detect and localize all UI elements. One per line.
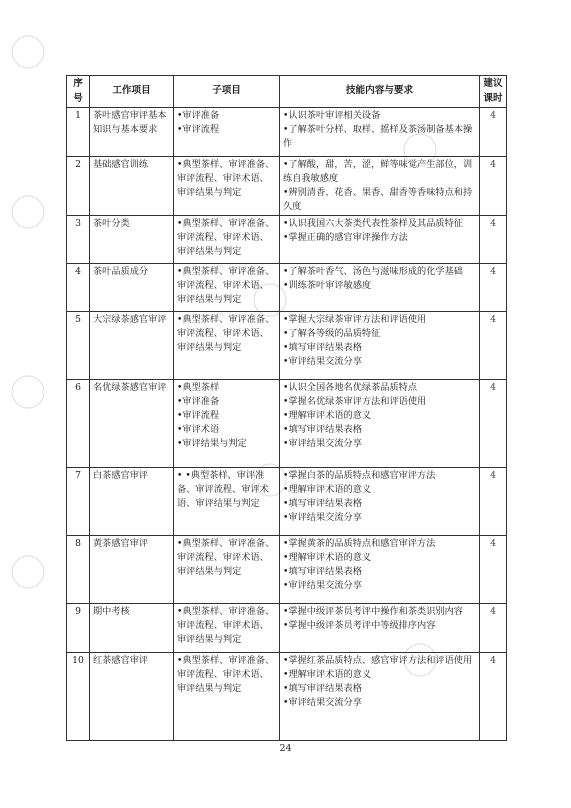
header-sub-item: 子项目 — [174, 76, 280, 108]
row-number: 10 — [67, 653, 90, 741]
work-item-cell: 红茶感官审评 — [90, 653, 174, 741]
skill-line: •理解审评术语的意义 — [283, 552, 372, 564]
skills-cell — [280, 468, 480, 536]
sub-item-cell — [174, 468, 280, 536]
sub-item-cell — [174, 380, 280, 468]
table-row — [67, 157, 507, 216]
row-number: 1 — [67, 108, 90, 157]
header-no: 序号 — [67, 76, 90, 108]
work-item-cell: 黄茶感官审评 — [90, 536, 174, 604]
sub-item-line: •审评流程 — [177, 410, 220, 422]
table-row — [67, 216, 507, 264]
sub-item-line: •典型茶样、审评准备、审评流程、审评术语、审评结果与判定 — [177, 266, 275, 306]
table-row — [67, 108, 507, 157]
table-header-row — [67, 76, 507, 108]
sub-item-cell — [174, 312, 280, 380]
skill-line: •填写审评结果表格 — [283, 566, 362, 578]
skill-line: •理解审评术语的意义 — [283, 484, 372, 496]
table-row — [67, 312, 507, 380]
hours-cell: 4 — [480, 264, 507, 312]
skill-line: •训练茶叶审评敏感度 — [283, 280, 372, 292]
sub-item-cell — [174, 216, 280, 264]
skill-line: •审评结果交流分享 — [283, 512, 362, 524]
sub-item-line: •审评准备 — [177, 110, 220, 122]
skill-line: •了解酸，甜，苦，涩，鲜等味觉产生部位，训练自我敏感度 — [283, 159, 473, 185]
skills-cell — [280, 216, 480, 264]
work-item-cell: 茶叶分类 — [90, 216, 174, 264]
row-number: 7 — [67, 468, 90, 536]
skill-line: •审评结果交流分享 — [283, 697, 362, 709]
table-row — [67, 468, 507, 536]
sub-item-line: •典型茶样、审评准备、审评流程、审评术语、审评结果与判定 — [177, 159, 275, 199]
work-item-cell: 期中考核 — [90, 604, 174, 653]
skills-cell — [280, 536, 480, 604]
sub-item-cell — [174, 536, 280, 604]
skill-line: •掌握白茶的品质特点和感官审评方法 — [283, 470, 436, 482]
sub-item-line: •典型茶样、审评准备、审评流程、审评术语、审评结果与判定 — [177, 606, 275, 646]
hours-cell: 4 — [480, 604, 507, 653]
sub-item-cell — [174, 264, 280, 312]
work-item-cell: 名优绿茶感官审评 — [90, 380, 174, 468]
table-row — [67, 536, 507, 604]
sub-item-line: •典型茶样、审评准备、审评流程、审评术语、审评结果与判定 — [177, 655, 275, 695]
skill-line: •掌握正确的感官审评操作方法 — [283, 232, 408, 244]
skill-line: •填写审评结果表格 — [283, 683, 362, 695]
seal-icon — [12, 376, 44, 408]
skill-line: •审评结果交流分享 — [283, 438, 362, 450]
sub-item-line: •审评准备 — [177, 396, 220, 408]
skills-cell — [280, 312, 480, 380]
row-number: 9 — [67, 604, 90, 653]
skill-line: •掌握大宗绿茶审评方法和评语使用 — [283, 314, 427, 326]
hours-cell: 4 — [480, 536, 507, 604]
skill-line: •认识我国六大茶类代表性茶样及其品质特征 — [283, 218, 463, 230]
skill-line: •了解各等级的品质特征 — [283, 328, 381, 340]
work-item-cell: 茶叶品质成分 — [90, 264, 174, 312]
skill-line: •认识全国各地名优绿茶品质特点 — [283, 382, 418, 394]
hours-cell: 4 — [480, 108, 507, 157]
table-row — [67, 653, 507, 741]
skill-line: •掌握红茶品质特点、感官审评方法和评语使用 — [283, 655, 473, 667]
work-item-cell: 白茶感官审评 — [90, 468, 174, 536]
work-item-cell: 大宗绿茶感官审评 — [90, 312, 174, 380]
page-number: 24 — [279, 743, 292, 754]
skills-cell — [280, 380, 480, 468]
skills-cell — [280, 157, 480, 216]
skill-line: •理解审评术语的意义 — [283, 410, 372, 422]
sub-item-line: • •典型茶样、审评准备、审评流程、审评术语、审评结果与判定 — [177, 470, 269, 510]
sub-item-line: •典型茶样 — [177, 382, 220, 394]
skill-line: •掌握名优绿茶审评方法和评语使用 — [283, 396, 427, 408]
sub-item-cell — [174, 108, 280, 157]
hours-cell: 4 — [480, 157, 507, 216]
row-number: 2 — [67, 157, 90, 216]
skill-line: •理解审评术语的意义 — [283, 669, 372, 681]
row-number: 5 — [67, 312, 90, 380]
sub-item-cell — [174, 604, 280, 653]
table-row — [67, 604, 507, 653]
row-number: 8 — [67, 536, 90, 604]
hours-cell: 4 — [480, 380, 507, 468]
skill-line: •填写审评结果表格 — [283, 342, 362, 354]
skill-line: •审评结果交流分享 — [283, 356, 362, 368]
seal-icon — [12, 36, 44, 68]
hours-cell: 4 — [480, 468, 507, 536]
curriculum-table — [66, 75, 507, 741]
hours-cell: 4 — [480, 653, 507, 741]
seal-icon — [12, 196, 44, 228]
skill-line: •填写审评结果表格 — [283, 498, 362, 510]
skill-line: •审评结果交流分享 — [283, 580, 362, 592]
skills-cell — [280, 108, 480, 157]
sub-item-line: •审评结果与判定 — [177, 438, 247, 450]
skill-line: •填写审评结果表格 — [283, 424, 362, 436]
skill-line: •辨别清香、花香、果香、甜香等香味特点和持久度 — [283, 187, 473, 213]
skill-line: •了解茶叶分样、取样、摇样及茶汤制备基本操作 — [283, 124, 473, 150]
sub-item-line: •典型茶样、审评准备、审评流程、审评术语、审评结果与判定 — [177, 218, 275, 258]
row-number: 6 — [67, 380, 90, 468]
table-row — [67, 264, 507, 312]
sub-item-line: •典型茶样、审评准备、审评流程、审评术语、审评结果与判定 — [177, 538, 275, 578]
work-item-cell: 茶叶感官审评基本知识与基本要求 — [90, 108, 174, 157]
header-work-item: 工作项目 — [90, 76, 174, 108]
row-number: 3 — [67, 216, 90, 264]
skill-line: •掌握中级评茶员考评中操作和茶类识别内容 — [283, 606, 463, 618]
sub-item-line: •典型茶样、审评准备、审评流程、审评术语、审评结果与判定 — [177, 314, 275, 354]
skills-cell — [280, 264, 480, 312]
table-row — [67, 380, 507, 468]
sub-item-cell — [174, 653, 280, 741]
work-item-cell: 基础感官训练 — [90, 157, 174, 216]
seal-icon — [12, 556, 44, 588]
sub-item-line: •审评流程 — [177, 124, 220, 136]
skill-line: •掌握黄茶的品质特点和感官审评方法 — [283, 538, 436, 550]
hours-cell: 4 — [480, 216, 507, 264]
header-hours: 建议课时 — [480, 76, 507, 108]
sub-item-line: •审评术语 — [177, 424, 220, 436]
table-body — [67, 108, 507, 741]
skills-cell — [280, 604, 480, 653]
skill-line: •掌握中级评茶员考评中等级排序内容 — [283, 620, 436, 632]
header-skills: 技能内容与要求 — [280, 76, 480, 108]
row-number: 4 — [67, 264, 90, 312]
skill-line: •了解茶叶香气、汤色与滋味形成的化学基础 — [283, 266, 463, 278]
hours-cell: 4 — [480, 312, 507, 380]
sub-item-cell — [174, 157, 280, 216]
skills-cell — [280, 653, 480, 741]
skill-line: •认识茶叶审评相关设备 — [283, 110, 381, 122]
